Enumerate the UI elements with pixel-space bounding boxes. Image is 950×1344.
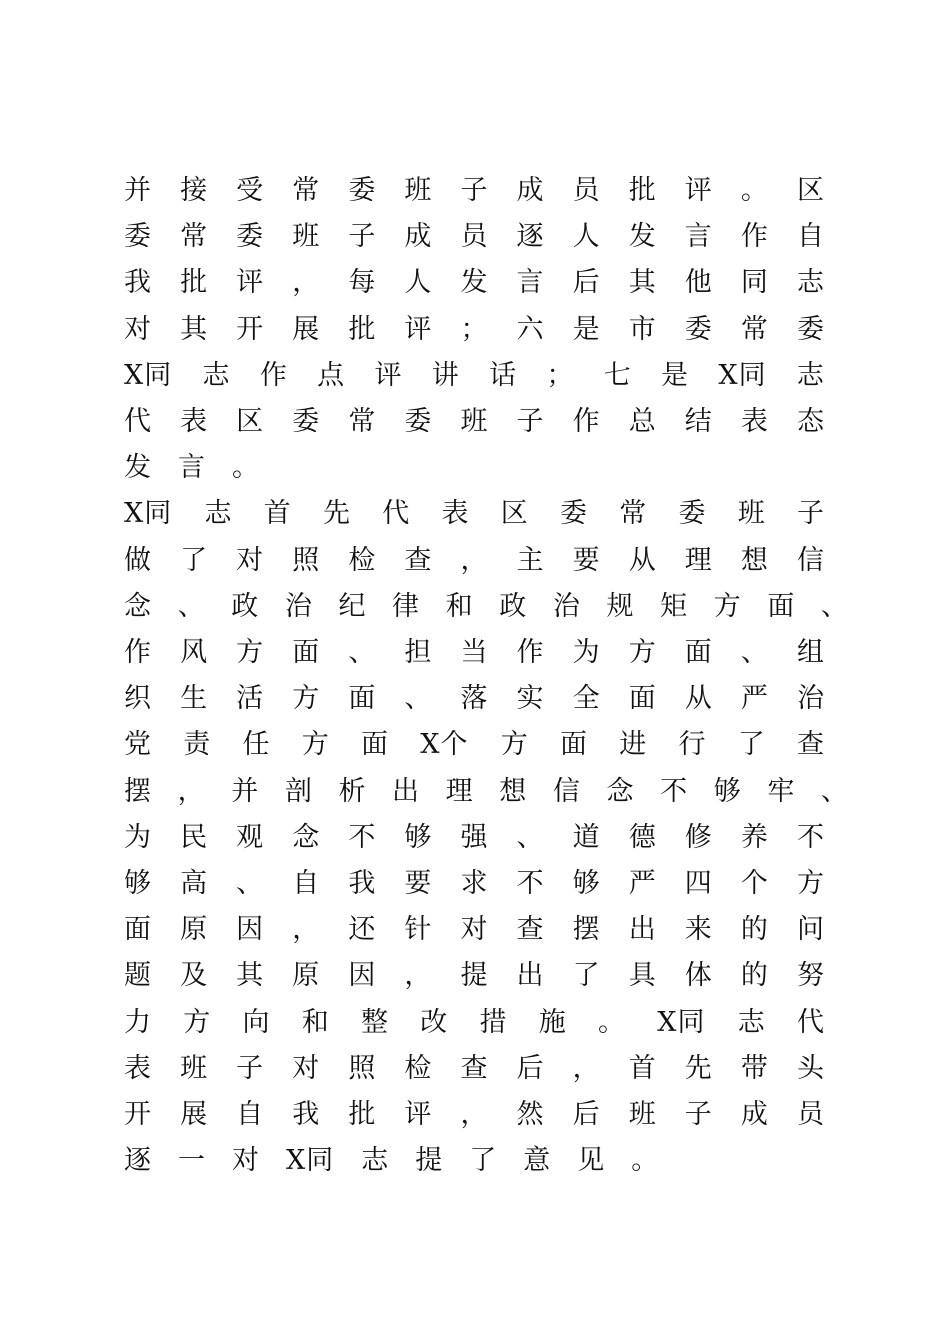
text-line: 表 班 子 对 照 检 查 后 ， 首 先 带 头 [124, 1052, 824, 1084]
text-line: 我 批 评 ， 每 人 发 言 后 其 他 同 志 [124, 267, 824, 299]
text-line: X同 志 首 先 代 表 区 委 常 委 班 子 [124, 498, 824, 530]
text-line: 逐 一 对 X同 志 提 了 意 见 。 [124, 1145, 659, 1177]
text-line: 念 、 政 治 纪 律 和 政 治 规 矩 方 面 、 [124, 590, 848, 622]
text-line: 为 民 观 念 不 够 强 、 道 德 修 养 不 [124, 821, 824, 853]
text-line: 题 及 其 原 因 ， 提 出 了 具 体 的 努 [124, 960, 824, 992]
text-line: 发 言 。 [124, 452, 259, 484]
text-line: X同 志 作 点 评 讲 话 ； 七 是 X同 志 [124, 359, 824, 391]
text-line: 代 表 区 委 常 委 班 子 作 总 结 表 态 [124, 406, 824, 437]
text-line: 力 方 向 和 整 改 措 施 。 X同 志 代 [124, 1006, 824, 1038]
text-line: 并 接 受 常 委 班 子 成 员 批 评 。 区 [124, 175, 824, 206]
text-line: 织 生 活 方 面 、 落 实 全 面 从 严 治 [124, 683, 824, 715]
text-line: 做 了 对 照 检 查 ， 主 要 从 理 想 信 [124, 544, 824, 576]
text-line: 够 高 、 自 我 要 求 不 够 严 四 个 方 [124, 868, 824, 899]
text-line: 开 展 自 我 批 评 ， 然 后 班 子 成 员 [124, 1099, 824, 1130]
text-line: 对 其 开 展 批 评 ； 六 是 市 委 常 委 [124, 313, 824, 345]
text-line: 党 责 任 方 面 X个 方 面 进 行 了 查 [124, 729, 824, 761]
text-line: 委 常 委 班 子 成 员 逐 人 发 言 作 自 [124, 221, 824, 253]
text-line: 作 风 方 面 、 担 当 作 为 方 面 、 组 [124, 637, 824, 668]
text-line: 摆 ， 并 剖 析 出 理 想 信 念 不 够 牢 、 [124, 775, 848, 807]
text-line: 面 原 因 ， 还 针 对 查 摆 出 来 的 问 [124, 914, 824, 946]
